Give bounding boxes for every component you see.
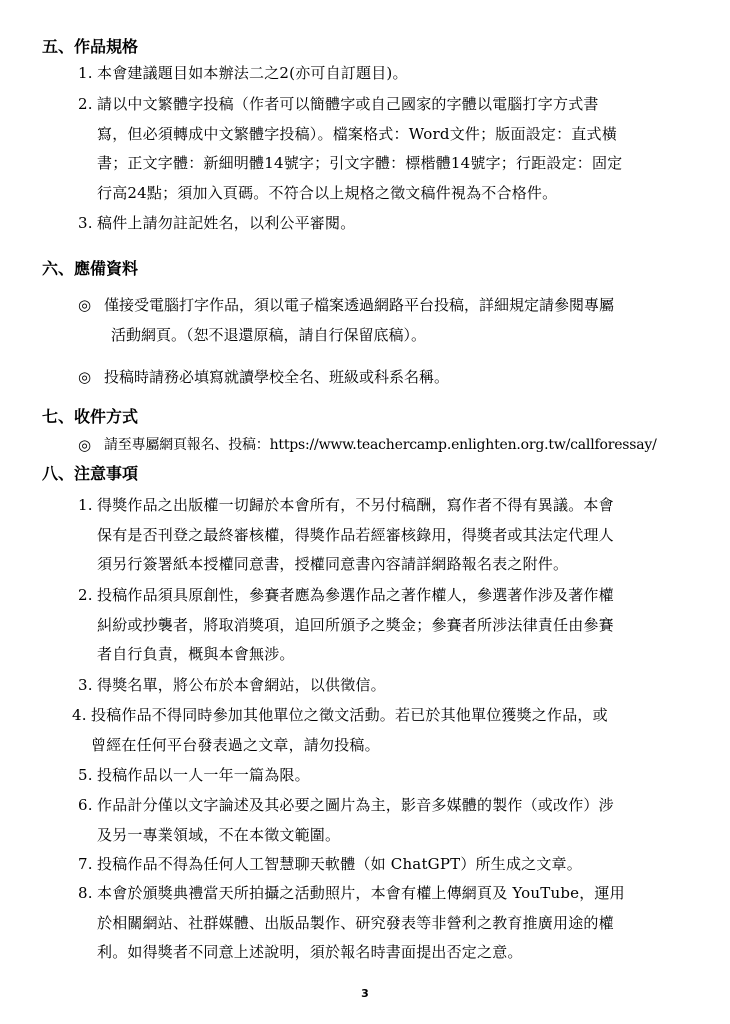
item-text: 於相關網站、社群媒體、出版品製作、研究發表等非營利之教育推廣用途的權 (97, 913, 614, 932)
list-item (78, 209, 355, 239)
item-text: 須另行簽署紙本授權同意書，授權同意書內容請詳網路報名表之附件。 (97, 555, 569, 573)
item-text: 得獎作品之出版權一切歸於本會所有，不另付稿酬，寫作者不得有異議。本會 (97, 496, 614, 514)
bullet-text: 活動網頁。（恕不退還原稿，請自行保留底稿）。 (111, 325, 427, 344)
item-number: 4. (72, 706, 87, 724)
list-item (78, 59, 408, 89)
list-item (78, 581, 614, 670)
item-number: 1. (78, 64, 93, 82)
item-number: 7. (78, 855, 93, 873)
list-item (78, 491, 614, 580)
item-number: 1. (78, 496, 93, 514)
bullet-text: 僅接受電腦打字作品，須以電子檔案透過網路平台投稿，詳細規定請參閱專屬 (104, 296, 615, 314)
bullet-icon: ◎ (78, 436, 92, 454)
item-number: 2. (78, 586, 93, 604)
item-text: 書；正文字體：新細明體14號字；引文字體：標楷體14號字；行距設定：固定 (97, 154, 623, 172)
item-text: 投稿作品不得為任何人工智慧聊天軟體（如 ChatGPT）所生成之文章。 (97, 855, 582, 873)
list-item (72, 701, 608, 760)
section-heading-specs: 五、作品規格 (42, 37, 139, 56)
item-number: 5. (78, 766, 93, 784)
item-text: 本會於頒獎典禮當天所拍攝之活動照片，本會有權上傳網頁及 YouTube，運用 (97, 884, 625, 902)
item-number: 3. (78, 214, 93, 232)
item-text: 者自行負責，概與本會無涉。 (97, 645, 295, 663)
item-text: 利。如得獎者不同意上述說明，須於報名時書面提出否定之意。 (97, 943, 523, 961)
list-item (78, 90, 622, 208)
item-text: 及另一專業領域，不在本徵文範圍。 (97, 825, 341, 844)
item-text: 作品計分僅以文字論述及其必要之圖片為主，影音多媒體的製作（或改作）涉 (97, 796, 614, 814)
item-number: 6. (78, 796, 93, 814)
list-item (78, 761, 310, 791)
item-text: 本會建議題目如本辦法二之2(亦可自訂題目)。 (97, 64, 408, 82)
item-number: 8. (78, 884, 93, 902)
section-heading-notes: 八、注意事項 (42, 464, 139, 483)
item-number: 2. (78, 95, 93, 113)
item-text: 糾紛或抄襲者，將取消獎項，追回所頒予之獎金；參賽者所涉法律責任由參賽 (97, 615, 614, 634)
item-text: 保有是否刊登之最終審核權，得獎作品若經審核錄用，得獎者或其法定代理人 (97, 525, 614, 544)
bullet-icon: ◎ (78, 368, 92, 386)
item-text: 請以中文繁體字投稿（作者可以簡體字或自己國家的字體以電腦打字方式書 (97, 95, 599, 113)
list-item (78, 879, 625, 968)
list-item (78, 850, 582, 880)
item-text: 稿件上請勿註記姓名，以利公平審閱。 (97, 214, 356, 232)
item-text: 投稿作品不得同時參加其他單位之徵文活動。若已於其他單位獲獎之作品，或 (91, 706, 608, 724)
bullet-icon: ◎ (78, 296, 92, 314)
bullet-item (78, 363, 449, 393)
item-text: 曾經在任何平台發表過之文章，請勿投稿。 (91, 735, 380, 754)
item-text: 寫，但必須轉成中文繁體字投稿）。檔案格式：Word文件；版面設定：直式橫 (97, 124, 617, 143)
bullet-text: 投稿時請務必填寫就讀學校全名、班級或科系名稱。 (104, 368, 450, 386)
item-text: 投稿作品以一人一年一篇為限。 (97, 766, 310, 784)
list-item (78, 791, 614, 850)
list-item (78, 671, 386, 701)
page-number: 3 (361, 987, 369, 1000)
item-text: 投稿作品須具原創性，參賽者應為參選作品之著作權人，參選著作涉及著作權 (97, 586, 614, 604)
bullet-item (78, 431, 657, 461)
item-text: 得獎名單，將公布於本會網站，以供徵信。 (97, 676, 386, 694)
item-text: 行高24點；須加入頁碼。不符合以上規格之徵文稿件視為不合格件。 (97, 183, 558, 202)
bullet-item (78, 291, 614, 350)
item-number: 3. (78, 676, 93, 694)
section-heading-required-materials: 六、應備資料 (42, 259, 139, 278)
submission-link[interactable]: 請至專屬網頁報名、投稿：https://www.teachercamp.enlighten.org.tw/callforessay/ (104, 437, 657, 453)
section-heading-submission: 七、收件方式 (42, 407, 139, 426)
